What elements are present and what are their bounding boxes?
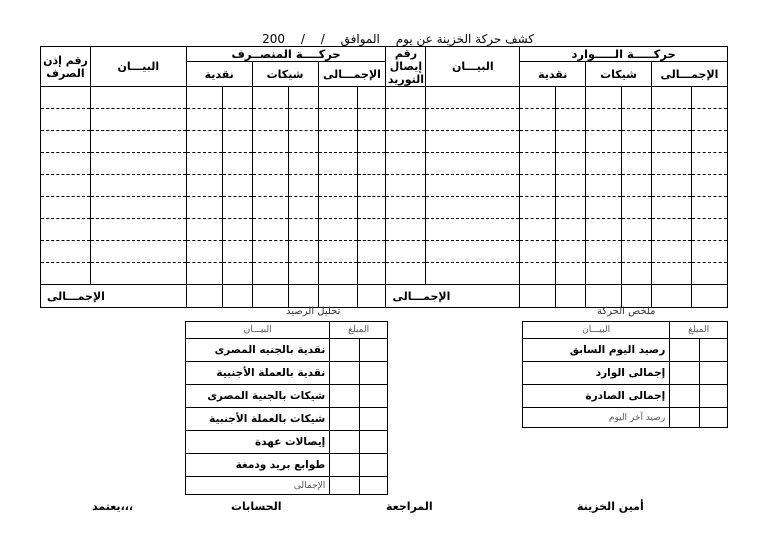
outgoing-cash-header: نقدية [186, 62, 252, 87]
table-row [41, 197, 728, 219]
form-title [256, 32, 540, 46]
movement-summary-title: ملخص الحركة [597, 306, 656, 317]
table-row [41, 241, 728, 263]
receipt-number-header: رقم إيصال التوريد [387, 47, 424, 86]
summary-row-label: إجمالى الوارد [523, 362, 670, 385]
summary-row-label: إجمالى الصادرة [523, 385, 670, 408]
balance-row-label: طوابع بريد ودمغة [186, 454, 330, 477]
balance-total-label: الإجمالى [186, 477, 330, 495]
balance-amount-header: المبلغ [330, 322, 388, 339]
title-text: كشف حركة الخزينة عن يوم [395, 32, 534, 46]
incoming-total-label: الإجمـــالى [386, 285, 520, 308]
incoming-checks-header: شيكات [586, 62, 652, 87]
outgoing-total-header: الإجمـــالى [318, 62, 386, 87]
balance-row-label: نقدية بالجنيه المصرى [186, 339, 330, 362]
outgoing-checks-header: شيكات [252, 62, 318, 87]
balance-row-label: إيصالات عهدة [186, 431, 330, 454]
table-row [41, 109, 728, 131]
balance-row-label: شيكات بالعملة الأجنبية [186, 408, 330, 431]
summary-closing-label: رصيد آخر اليوم [523, 408, 670, 428]
year-text: 200 [262, 32, 286, 46]
outgoing-statement-header: البيـــان [90, 47, 186, 87]
summary-row-label: رصيد اليوم السابق [523, 339, 670, 362]
table-row [41, 131, 728, 153]
movement-summary-table [522, 321, 728, 428]
table-row [41, 153, 728, 175]
balance-analysis-table [185, 321, 388, 495]
table-row [41, 87, 728, 109]
treasury-movement-table [40, 46, 728, 308]
date-separator: / [320, 32, 325, 46]
summary-statement-header: البيـــان [523, 322, 670, 339]
summary-amount-header: المبلغ [670, 322, 728, 339]
accounts-signature: الحسابات [231, 500, 282, 513]
balance-statement-header: البيـــان [186, 322, 330, 339]
balance-row-label: شيكات بالجنية المصرى [186, 385, 330, 408]
totals-row [41, 285, 728, 308]
table-row [41, 175, 728, 197]
outgoing-group-header: حركــــة المنصــرف [186, 47, 386, 62]
approved-signature: يعتمد،،، [92, 500, 134, 513]
incoming-group-header: حركـــــة الـــــوارد [520, 47, 728, 62]
balance-row-label: نقدية بالعملة الأجنبية [186, 362, 330, 385]
permit-number-header: رقم إذن الصرف [41, 47, 91, 87]
table-row [41, 219, 728, 241]
table-row [41, 263, 728, 285]
incoming-statement-header: البيـــان [426, 47, 520, 87]
incoming-cash-header: نقدية [520, 62, 586, 87]
incoming-total-header: الإجمـــالى [651, 62, 727, 87]
treasurer-signature: أمين الخزينة [577, 500, 644, 513]
date-separator: / [300, 32, 305, 46]
date-label: الموافق [340, 32, 380, 46]
outgoing-total-label: الإجمـــالى [41, 285, 187, 308]
balance-analysis-title: تحليل الرصيد [286, 306, 341, 317]
review-signature: المراجعة [386, 500, 433, 513]
